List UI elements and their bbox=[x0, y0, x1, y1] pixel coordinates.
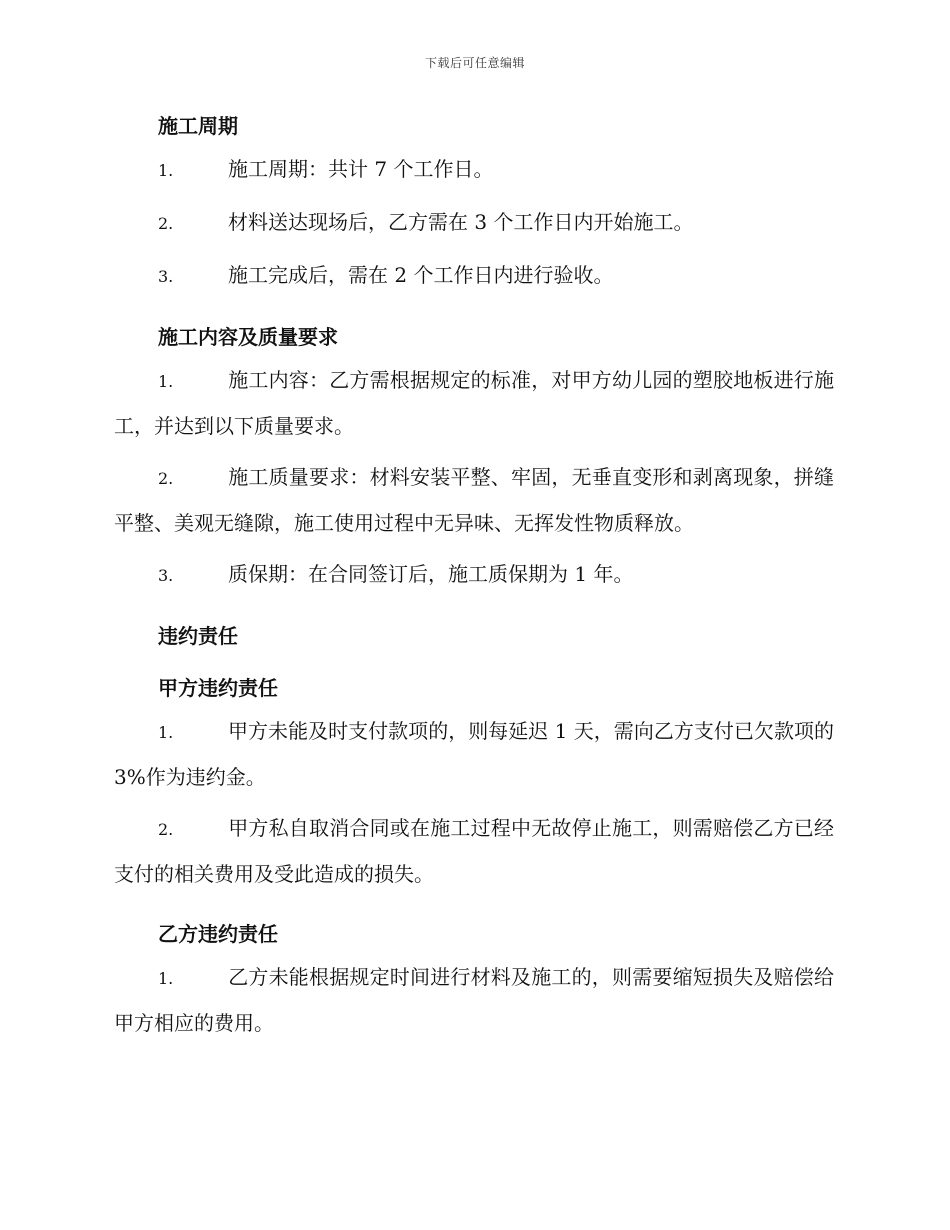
item-number: 1. bbox=[158, 969, 174, 988]
list-item bbox=[114, 955, 834, 1045]
section-heading-party-b-liability: 乙方违约责任 bbox=[158, 922, 278, 946]
item-text: 施工完成后，需在 2 个工作日内进行验收。 bbox=[228, 263, 614, 287]
item-number: 2. bbox=[158, 820, 174, 839]
item-text: 乙方未能根据规定时间进行材料及施工的，则需要缩短损失及赔偿给甲方相应的费用。 bbox=[114, 965, 834, 1035]
item-number: 3. bbox=[158, 267, 174, 286]
item-text: 材料送达现场后，乙方需在 3 个工作日内开始施工。 bbox=[228, 210, 694, 234]
item-number: 1. bbox=[158, 161, 174, 180]
item-text: 施工内容：乙方需根据规定的标准，对甲方幼儿园的塑胶地板进行施工，并达到以下质量要求。 bbox=[114, 368, 834, 438]
section-heading-breach-liability: 违约责任 bbox=[158, 624, 238, 648]
item-text: 施工周期：共计 7 个工作日。 bbox=[228, 157, 494, 181]
list-item bbox=[114, 806, 834, 896]
item-text: 施工质量要求：材料安装平整、牢固，无垂直变形和剥离现象，拼缝平整、美观无缝隙，施工使用过程中无异味、无挥发性物质释放。 bbox=[114, 465, 834, 535]
list-item bbox=[114, 455, 834, 545]
list-item bbox=[114, 200, 834, 246]
section-heading-party-a-liability: 甲方违约责任 bbox=[158, 676, 278, 700]
document-body bbox=[114, 112, 834, 1045]
item-number: 2. bbox=[158, 469, 174, 488]
list-item bbox=[114, 709, 834, 799]
item-text: 质保期：在合同签订后，施工质保期为 1 年。 bbox=[228, 562, 634, 586]
item-number: 1. bbox=[158, 372, 174, 391]
list-item bbox=[114, 358, 834, 448]
item-number: 3. bbox=[158, 566, 174, 585]
list-item bbox=[114, 253, 834, 299]
item-text: 甲方私自取消合同或在施工过程中无故停止施工，则需赔偿乙方已经支付的相关费用及受此造成的损失。 bbox=[114, 816, 834, 886]
page-header: 下载后可任意编辑 bbox=[424, 56, 525, 70]
list-item bbox=[114, 147, 834, 193]
item-text: 甲方未能及时支付款项的，则每延迟 1 天，需向乙方支付已欠款项的 3%作为违约金。 bbox=[114, 719, 834, 789]
list-item bbox=[114, 552, 834, 598]
section-heading-content-quality: 施工内容及质量要求 bbox=[158, 325, 338, 349]
section-heading-construction-period: 施工周期 bbox=[158, 114, 238, 138]
item-number: 2. bbox=[158, 214, 174, 233]
item-number: 1. bbox=[158, 723, 174, 742]
